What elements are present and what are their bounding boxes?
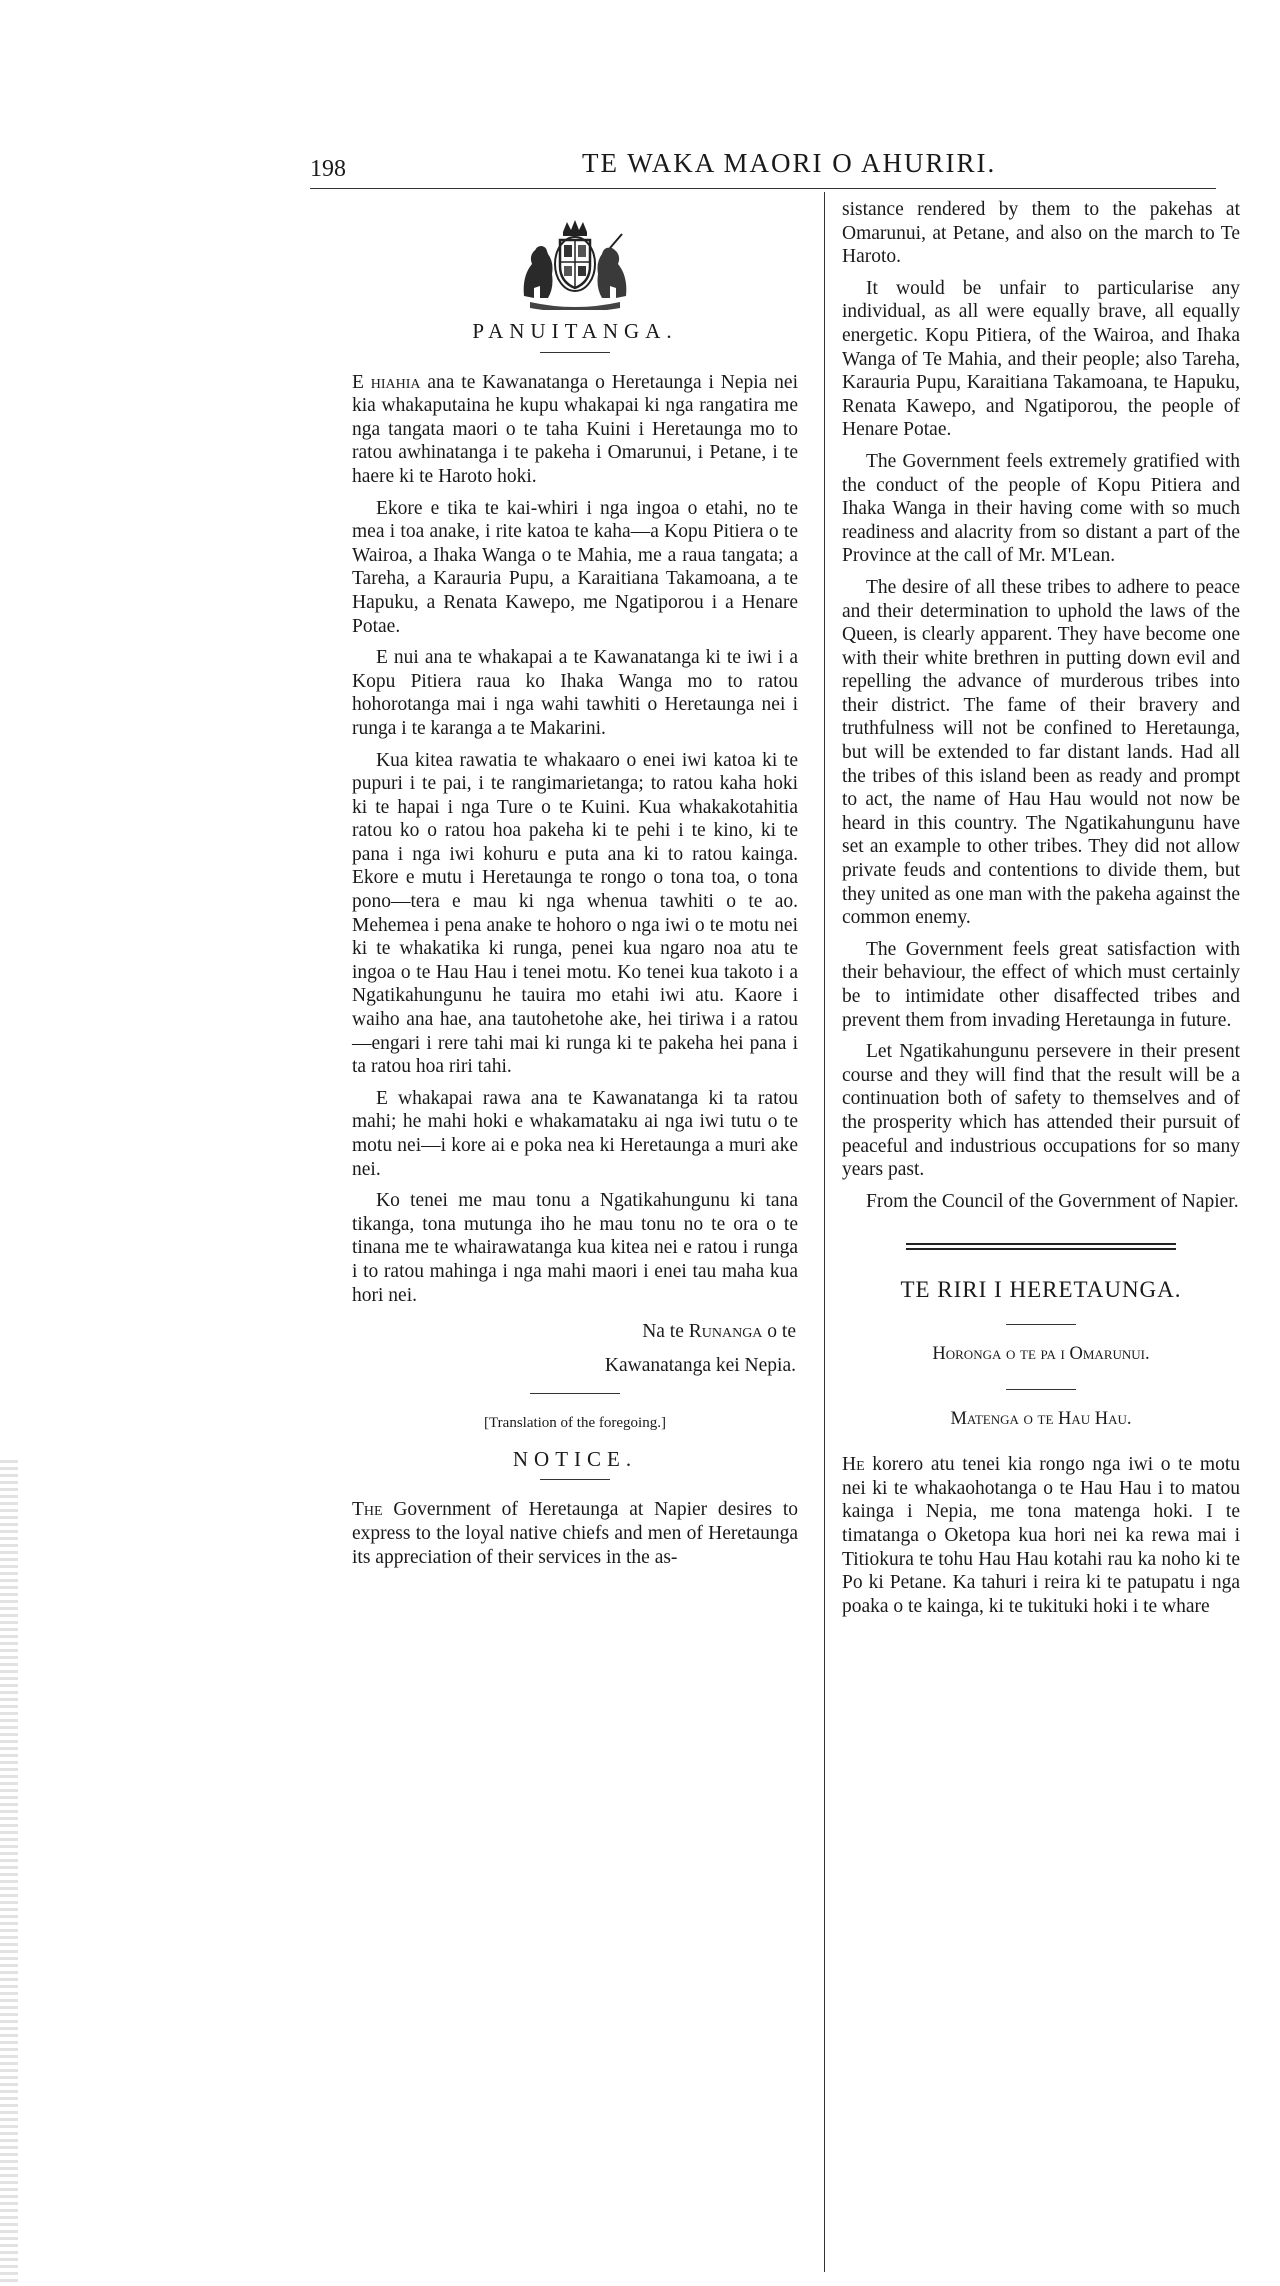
sub-heading-omarunui: Horonga o te pa i Omarunui. (932, 1343, 1150, 1364)
header-rule (310, 188, 1216, 189)
maori-signoff: Na te Runanga o te Kawanatanga kei Nepia. (604, 1321, 796, 1377)
maori-paragraph-1: E hiahia ana te Kawanatanga o Heretaunga i Nepia nei kia whakaputaina he kupu whakapai ki nga rangatira me nga tangata maori o te taha Kuini i Heretaunga mo to ratou awhinatanga i te pakeha i Omarunui, i Petane, i te haere ki te Haroto hoki. (352, 371, 798, 487)
page-header (310, 142, 1216, 190)
column-divider (824, 192, 825, 2272)
sub-heading-hau-hau: Matenga o te Hau Hau. (950, 1408, 1132, 1429)
section-heading: TE RIRI I HERETAUNGA. (900, 1277, 1182, 1303)
english-paragraph-2: It would be unfair to particularise any individual, as all were equally brave, all equally energetic. Kopu Pitiera, of the Wairoa, and Ihaka Wanga of Te Mahia, and their people; also Tareha, Karauria Pupu, Karaitiana Takamoana, te Hapuku, Renata Kawepo, and Ngatiporou, the people of Henare Potae. (842, 277, 1240, 441)
double-rule (906, 1243, 1176, 1250)
section-heading-rule (1006, 1324, 1076, 1325)
maori-paragraph-6: Ko tenei me mau tonu a Ngatikahungunu ki tana tikanga, tona mutunga iho he mau tonu no te ora o te tinana me te whairawatanga kua kitea nei e ratou i runga i to ratou mahinga i nga mahi maori i enei tau maha kua hori nei. (352, 1190, 798, 1306)
left-column (352, 218, 798, 1577)
translation-note: [Translation of the foregoing.] (484, 1415, 666, 1432)
english-paragraph-continued: sistance rendered by them to the pakehas at Omarunui, at Petane, and also on the march to Te Haroto. (842, 199, 1240, 268)
english-paragraph-6: Let Ngatikahungunu persevere in their present course and they will find that the result will be a continuation both of safety to themselves and of the prosperity which has attended their pursuit of peaceful and industrious occupations for so many years past. (842, 1041, 1240, 1181)
sub-heading-rule (1006, 1389, 1076, 1390)
maori-paragraph-2: Ekore e tika te kai-whiri i nga ingoa o etahi, no te mea i toa anake, i rite katoa te kaha—a Kopu Pitiera o te Wairoa, a Ihaka Wanga o te Mahia, me a raua tangata; a Tareha, a Karauria Pupu, a Karaitiana Takamoana, a te Hapuku, a Renata Kawepo, me Ngatiporou i a Henare Potae. (352, 497, 798, 637)
notice-rule (540, 1479, 610, 1480)
maori-paragraph-5: E whakapai rawa ana te Kawanatanga ki ta ratou mahi; he mahi hoki e whakamataku ai nga iwi tutu o te motu nei—i kore ai e poka nea ki Heretaunga a muri ake nei. (352, 1087, 798, 1180)
coat-of-arms (510, 218, 640, 310)
page-number: 198 (310, 156, 346, 182)
maori-paragraph-3: E nui ana te whakapai a te Kawanatanga ki te iwi i a Kopu Pitiera raua ko Ihaka Wanga mo to ratou hohorotanga mai i nga wahi tawhiti o Heretaunga nei i runga i te karanga a te Makarini. (352, 647, 798, 739)
page-edge-shadow (0, 1460, 18, 2286)
section-rule (530, 1393, 620, 1394)
english-paragraph-5: The Government feels great satisfaction with their behaviour, the effect of which must certainly be to intimidate other disaffected tribes and prevent them from invading Heretaunga in future. (842, 938, 1240, 1031)
right-column (842, 198, 1240, 1626)
english-paragraph-3: The Government feels extremely gratified with the conduct of the people of Kopu Pitiera and Ihaka Wanga in their having come with so much readiness and alacrity from so distant a part of the Province at the call of Mr. M'Lean. (842, 450, 1240, 567)
english-paragraph-4: The desire of all these tribes to adhere to peace and their determination to uphold the laws of the Queen, is clearly apparent. They have become one with their white brethren in putting down evil and repelling the advance of murderous tribes into their district. The fame of their bravery and truthfulness will not be confined to Heretaunga, but will be extended to far distant lands. Had all the tribes of this island been as ready and prompt to act, the name of Hau Hau would not now be heard in this country. The Ngatikahungunu have set an example to other tribes. They did not allow private feuds and contentions to divide them, but they united as one man with the pakeha against the common enemy. (842, 576, 1240, 929)
english-paragraph-1: The Government of Heretaunga at Napier desires to express to the loyal native chiefs and men of Heretaunga its appreciation of their services in the as- (352, 1499, 798, 1568)
article-paragraph-1: He korero atu tenei kia rongo nga iwi o te motu nei ki te whakaohotanga o te Hau Hau i to matou kainga i Nepia, me tona matenga hoki. I te timatanga o Oketopa kua hori nei ka rewa mai i Titiokura te tohu Hau Hau kotahi rau ka noho ki te Po ki Petane. Ka tahuri i reira ki te patupatu i nga poaka o te kainga, ki te tukituki hoki i te whare (842, 1454, 1240, 1617)
notice-heading: NOTICE. (512, 1446, 638, 1471)
drop-lead: E hiahia (352, 371, 421, 393)
maori-paragraph-4: Kua kitea rawatia te whakaaro o enei iwi katoa ki te pupuri i te pai, i te rangimarietanga; to ratou kaha hoki ki te hapai i nga Ture o te Kuini. Kua whakakotahitia ratou ko o ratou hoa pakeha ki te pehi i te kino, ki te pana i nga iwi kohuru e puta ana ki to ratou kainga. Ekore e mutu i Heretaunga te rongo o tona toa, o tona pono—tera e mau ki nga whenua tawhiti o te ao. Mehemea i pena anake te hohoro o nga iwi o te motu nei ki te whakatika ki runga, penei kua ngaro noa atu te ingoa o te Hau Hau i tenei motu. Ko tenei kua takoto i a Ngatikahungunu he tauira mo etahi iwi atu. Kaore i waiho ana hae, ana tautohetohe ake, hei tiriwa i a ratou—engari i rere tahi mai ki runga ki te pakeha hei pana i ta ratou hoa riri tahi. (352, 749, 798, 1078)
english-signoff: From the Council of the Government of Napier. (866, 1190, 1239, 1212)
running-title: TE WAKA MAORI O AHURIRI. (582, 148, 997, 178)
heading-rule (540, 352, 610, 353)
panuitanga-heading: PANUITANGA. (472, 319, 678, 343)
